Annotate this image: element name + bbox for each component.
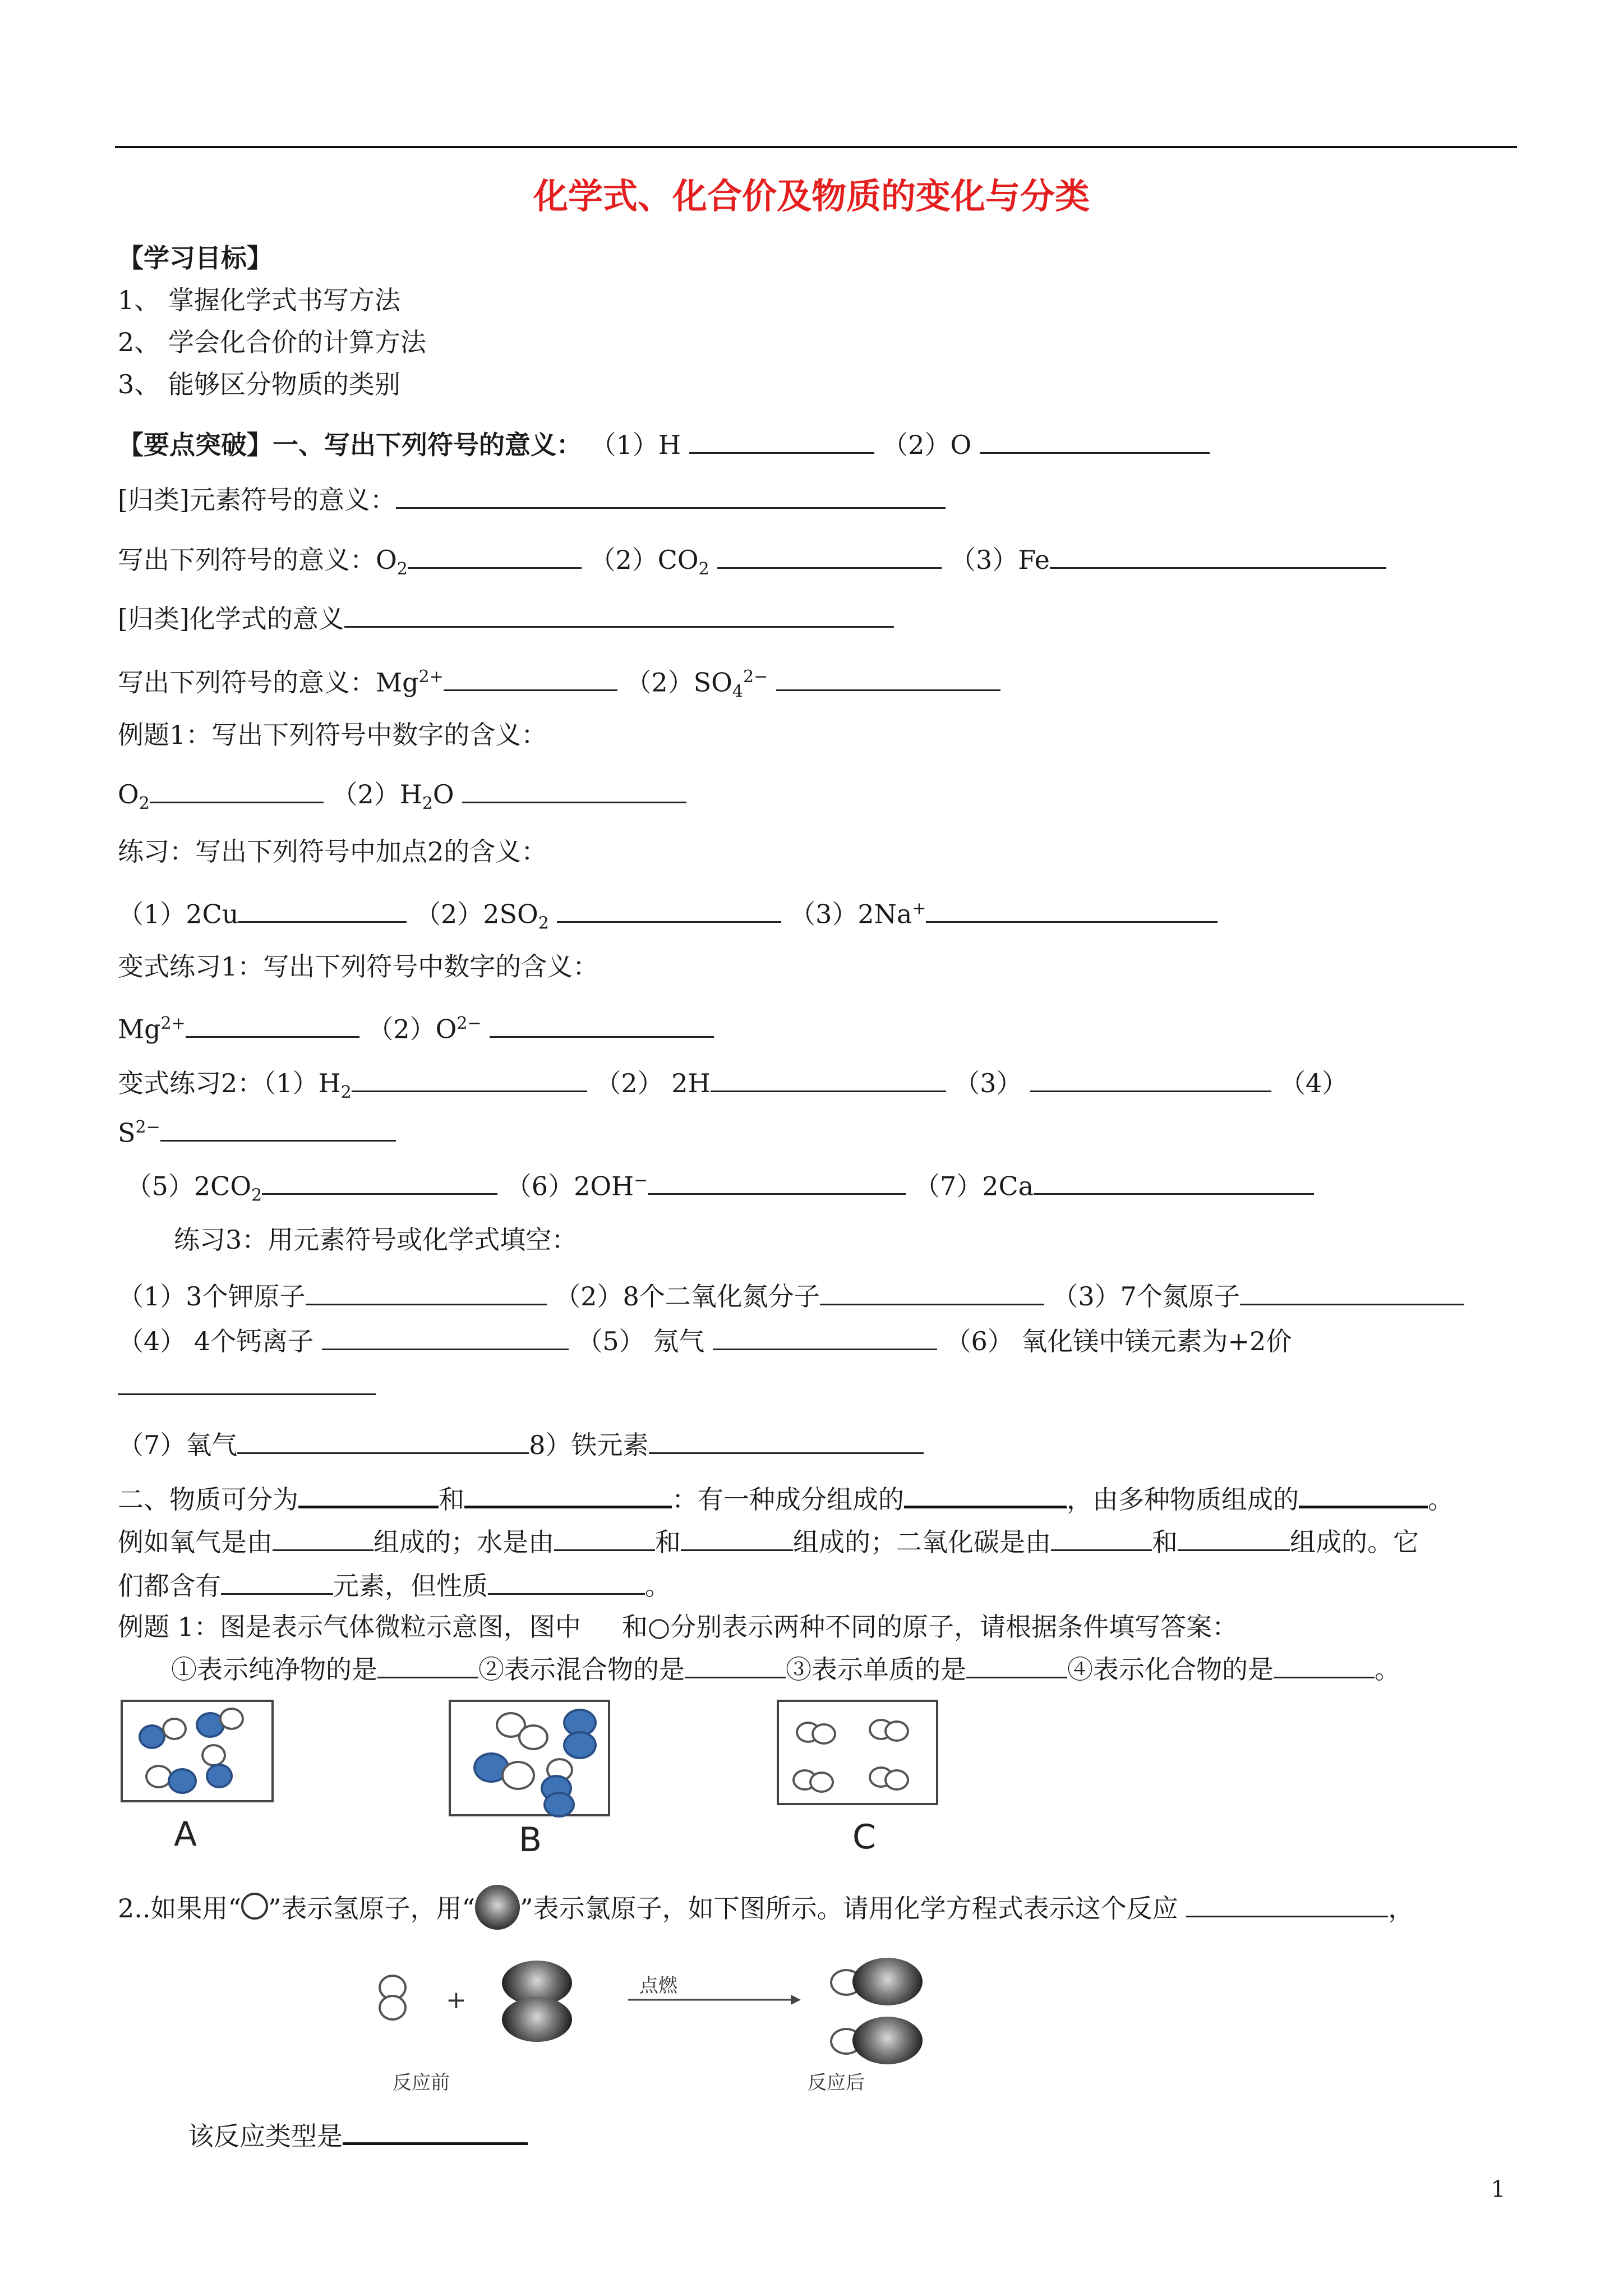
text-v2b: （2） 2H: [595, 1068, 711, 1098]
blank-p3d[interactable]: [322, 1324, 569, 1350]
text-l2a: 写出下列符号的意义：O: [118, 545, 397, 575]
practice-heading: 练习：写出下列符号中加点2的含义：: [118, 836, 547, 867]
hydrogen-atom-icon: [241, 1893, 268, 1920]
blue-atom: [206, 1764, 233, 1788]
text-q2b: ”表示氢原子，用“: [268, 1893, 476, 1924]
blank-s2i[interactable]: [1051, 1525, 1152, 1551]
blank-s2a[interactable]: [298, 1481, 439, 1508]
variant-1-line: $Mg^{2+}$ $(2)O^{2-}$: [118, 1007, 714, 1046]
blank-e1d[interactable]: [685, 1652, 786, 1678]
variant-2-line-c: $(5)2CO_2$ （6）2OH− （7）2Ca: [118, 1164, 1314, 1213]
keypoints-line: [118, 427, 1210, 462]
blank-p3a[interactable]: [306, 1279, 547, 1305]
text-q2d: ，: [1388, 1893, 1414, 1924]
blank-p3e[interactable]: [713, 1324, 937, 1350]
question-1: 一、写出下列符号的意义：: [273, 430, 582, 460]
blank-p3g[interactable]: [237, 1428, 529, 1454]
text-s2b: 和: [439, 1484, 464, 1515]
text-ex1a: O: [118, 779, 139, 809]
text-v2g: （6）2OH: [505, 1171, 634, 1202]
text-s2h: 和: [655, 1527, 681, 1557]
practice-3-line-2: [118, 1324, 1292, 1358]
blank-p3h[interactable]: [649, 1428, 924, 1454]
blank-l2b[interactable]: [717, 542, 942, 569]
after-label: 反应后: [808, 2072, 865, 2094]
blue-atom: [168, 1768, 197, 1794]
goals-heading: 【学习目标】: [118, 243, 273, 273]
text-s2k: 组成的。它: [1290, 1527, 1419, 1557]
figure-b-box: [449, 1700, 610, 1816]
text-s2c: ：有一种成分组成的: [672, 1484, 904, 1515]
blank-s2j[interactable]: [1178, 1525, 1290, 1551]
blank-v2b[interactable]: [711, 1066, 946, 1092]
plus-sign: +: [446, 1986, 467, 2014]
blank-v2g[interactable]: [648, 1168, 906, 1195]
text-s2j: 和: [1152, 1527, 1178, 1557]
blank-v1a[interactable]: [186, 1011, 359, 1038]
section-2-line-1: [118, 1481, 1454, 1516]
blank-pr3[interactable]: [926, 896, 1218, 923]
white-atom: [884, 1720, 909, 1742]
figure-c-box: [777, 1700, 938, 1805]
text-e1b: 和○分别表示两种不同的原子，请根据条件填写答案：: [622, 1612, 1238, 1642]
text-e1d: ②表示混合物的是: [478, 1654, 685, 1685]
blank-s2f[interactable]: [273, 1525, 374, 1551]
goal-item-1: 1、 掌握化学式书写方法: [118, 285, 400, 315]
goal-item-2: 2、 学会化合价的计算方法: [118, 327, 426, 357]
blank-l3[interactable]: [344, 601, 894, 628]
page-number: 1: [1491, 2177, 1505, 2202]
blank-l2a[interactable]: [408, 542, 582, 569]
blank-v2c[interactable]: [1030, 1066, 1271, 1092]
blank-v2a[interactable]: [352, 1066, 587, 1092]
product-cl-atom: [852, 1958, 923, 2005]
practice-3-heading: 练习3：用元素符号或化学式填空：: [174, 1225, 578, 1255]
practice-line: （1）2Cu $(2)2SO_2$ （3）2Na+: [118, 892, 1218, 941]
text-p3h: 8）铁元素: [529, 1430, 649, 1460]
text-l1: [归类]元素符号的意义：: [118, 485, 396, 515]
condition-label: 点燃: [639, 1975, 677, 1997]
blank-q1a[interactable]: [689, 427, 874, 454]
blank-v2h[interactable]: [1034, 1168, 1314, 1195]
text-ex1b: （2）H: [331, 779, 422, 809]
text-p3g: （7）氧气: [118, 1430, 238, 1460]
blank-e1f[interactable]: [1274, 1652, 1375, 1678]
text-s2m: 元素，但性质: [333, 1571, 488, 1601]
blank-s2h[interactable]: [681, 1525, 793, 1551]
text-q2c: ”表示氯原子，如下图所示。请用化学方程式表示这个反应: [520, 1893, 1178, 1924]
text-l4b: （2）SO: [625, 667, 732, 698]
text-v2c: （3）: [954, 1068, 1022, 1098]
chlorine-molecule-bottom: [502, 1997, 572, 2042]
blank-s2g[interactable]: [554, 1525, 655, 1551]
page-title: 化学式、化合价及物质的变化与分类: [533, 176, 1090, 217]
product-cl-atom: [852, 2017, 923, 2064]
section-2-line-3: [118, 1568, 671, 1603]
line-symbol-meaning: 写出下列符号的意义：$O_2$ $(2)CO_2$ （3）Fe: [118, 542, 1386, 586]
q1a-label: （1）H: [590, 430, 681, 460]
blank-reaction-type[interactable]: [343, 2118, 528, 2145]
white-atom: [811, 1723, 836, 1745]
text-v2: 变式练习2：（1）H: [118, 1068, 341, 1098]
text-s2a: 二、物质可分为: [118, 1484, 298, 1515]
blank-l2c[interactable]: [1050, 542, 1386, 569]
hydrogen-molecule-bottom: [379, 1995, 407, 2021]
text-p3e: （5） 氖气: [577, 1326, 705, 1356]
blank-pr1[interactable]: [238, 896, 407, 923]
keypoints-heading: 【要点突破】: [118, 430, 273, 460]
practice-3-line-1: [118, 1279, 1464, 1313]
text-s2f: 例如氧气是由: [118, 1527, 273, 1557]
line-ion-meaning: 写出下列符号的意义：$Mg^{2+}$ $(2)SO_4^{2-}$: [118, 660, 1000, 709]
blank-p3c[interactable]: [1240, 1279, 1464, 1305]
text-l2b: （2）CO: [589, 545, 699, 575]
text-e1f: ④表示化合物的是: [1067, 1654, 1274, 1685]
text-s2e: 。: [1428, 1484, 1454, 1515]
white-atom: [162, 1718, 187, 1740]
line-element-meaning: [118, 482, 946, 517]
line-formula-meaning: [118, 601, 894, 636]
figure-b-label: B: [519, 1820, 542, 1860]
blank-s2c[interactable]: [904, 1481, 1067, 1508]
reaction-type-line: [188, 2118, 528, 2153]
text-v2e: S: [118, 1117, 136, 1148]
blank-v1b[interactable]: [490, 1011, 714, 1038]
text-s2n: 。: [645, 1571, 671, 1601]
practice-3-line-2b: [118, 1369, 376, 1403]
blank-q2[interactable]: [1186, 1891, 1388, 1917]
white-atom: [884, 1769, 909, 1791]
text-s2i: 组成的；二氧化碳是由: [793, 1527, 1051, 1557]
text-v2f: （5）2CO: [126, 1171, 252, 1202]
text-l4a: 写出下列符号的意义：Mg: [118, 667, 419, 698]
variant-1-heading: 变式练习1：写出下列符号中数字的含义：: [118, 951, 599, 982]
text-l2c: （3）Fe: [949, 545, 1050, 575]
text-v2h: （7）2Ca: [914, 1171, 1034, 1202]
text-s2g: 组成的；水是由: [374, 1527, 554, 1557]
text-q2a: 2..如果用“: [118, 1893, 242, 1924]
text-p3d: （4） 4个钙离子: [118, 1326, 314, 1356]
white-atom: [201, 1744, 226, 1766]
blank-ex1b[interactable]: [462, 777, 686, 803]
text-s2d: ，由多种物质组成的: [1067, 1484, 1299, 1515]
text-e1g: 。: [1375, 1654, 1400, 1685]
text-pr1: （1）2Cu: [118, 899, 239, 930]
blank-l4b[interactable]: [776, 665, 1000, 691]
blank-e1e[interactable]: [966, 1652, 1067, 1678]
blank-l1[interactable]: [396, 482, 946, 509]
question-2-line: [118, 1885, 1414, 1930]
text-p3b: （2）8个二氧化氮分子: [555, 1281, 820, 1312]
text-ex1b2: O: [432, 779, 454, 809]
variant-2-line-b: $S^{2-}$: [118, 1111, 396, 1149]
blue-atom: [543, 1792, 575, 1818]
blank-v2f[interactable]: [262, 1168, 497, 1195]
text-v2d: （4）: [1279, 1068, 1348, 1098]
blank-q1b[interactable]: [980, 427, 1210, 454]
blank-ex1a[interactable]: [150, 777, 324, 803]
text-s2l: 们都含有: [118, 1571, 221, 1601]
text-e1c: ①表示纯净物的是: [171, 1654, 377, 1685]
white-atom: [219, 1708, 244, 1730]
reaction-arrow-icon: [628, 1991, 802, 2008]
blank-s2m[interactable]: [488, 1568, 645, 1595]
figure-c-label: C: [852, 1818, 876, 1857]
text-e1e: ③表示单质的是: [786, 1654, 966, 1685]
blank-s2b[interactable]: [464, 1481, 672, 1508]
blank-s2d[interactable]: [1299, 1481, 1428, 1508]
white-atom: [518, 1724, 548, 1750]
figure-a-box: [121, 1700, 274, 1802]
text-p3a: （1）3个钾原子: [118, 1281, 306, 1312]
blank-s2l[interactable]: [221, 1568, 333, 1595]
blank-pr2[interactable]: [557, 896, 781, 923]
text-pr3: （3）2Na: [790, 899, 912, 930]
example-1-line: $O_2$ $(2)H_2O$: [118, 777, 686, 821]
text-p3c: （3）7个氮原子: [1052, 1281, 1240, 1312]
blank-e1c[interactable]: [377, 1652, 478, 1678]
text-v1a: Mg: [118, 1014, 161, 1045]
text-v1b: （2）O: [367, 1014, 457, 1045]
goal-item-3: 3、 能够区分物质的类别: [118, 369, 400, 399]
blank-l4a[interactable]: [444, 665, 617, 691]
blank-v2d[interactable]: [160, 1115, 396, 1142]
blue-atom: [139, 1724, 165, 1749]
white-atom: [501, 1761, 535, 1790]
practice-3-line-3: [118, 1428, 924, 1462]
section-2-line-2: [118, 1525, 1419, 1559]
blank-p3b[interactable]: [820, 1279, 1044, 1305]
chlorine-atom-icon: [475, 1885, 520, 1930]
variant-2-line: 变式练习2：$(1)H_2$ （2） 2H （3） （4）: [118, 1066, 1348, 1110]
figure-a-label: A: [174, 1815, 197, 1854]
text-pr2: （2）2SO: [414, 899, 538, 930]
text-q2e: 该反应类型是: [188, 2121, 343, 2151]
blue-atom: [563, 1731, 597, 1759]
q1b-label: （2）O: [882, 430, 972, 460]
top-rule: [115, 146, 1517, 148]
before-label: 反应前: [393, 2072, 450, 2094]
example-2-line-2: [171, 1652, 1400, 1686]
text-p3f: （6） 氧化镁中镁元素为+2价: [945, 1326, 1292, 1356]
example-2-line-1: [118, 1610, 1238, 1644]
text-e1: 例题 1：图是表示气体微粒示意图，图中: [118, 1612, 581, 1642]
example-1-heading: 例题1：写出下列符号中数字的含义：: [118, 720, 547, 750]
text-l3: [归类]化学式的意义: [118, 604, 344, 634]
blank-p3f[interactable]: [118, 1369, 376, 1395]
white-atom: [809, 1772, 834, 1793]
